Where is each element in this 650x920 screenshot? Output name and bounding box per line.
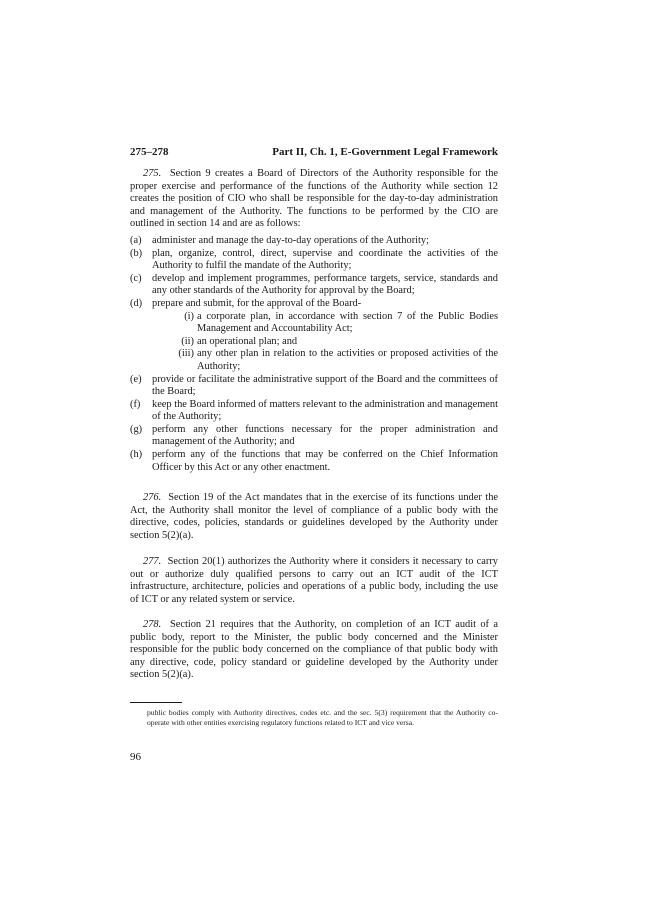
list-marker: (h) [130, 449, 143, 461]
list-marker: (d) [130, 297, 143, 309]
sub-list-item [130, 311, 498, 336]
sub-list-item-text: a corporate plan, in accordance with section 7 of the Public Bodies Management and Accountability Act; [197, 310, 498, 335]
paragraph-277 [130, 556, 498, 606]
list-item [130, 248, 498, 273]
list-marker: (f) [130, 398, 141, 410]
paragraph-number: 277. [143, 556, 162, 567]
footnote-divider [130, 702, 182, 703]
list-item-text: provide or facilitate the administrative support of the Board and the committees of the Board; [152, 373, 498, 398]
paragraph-body [130, 556, 498, 606]
header-section-title: Part II, Ch. 1, E-Government Legal Framework [272, 146, 498, 158]
sub-list-marker: (i) [184, 310, 194, 322]
paragraph-text: Section 19 of the Act mandates that in the exercise of its functions under the Act, the Authority shall monitor the level of compliance of a public body with the directive, codes, policies, standards or guidelines developed by the Authority under section 5(2)(a). [130, 492, 498, 541]
header-paragraph-range: 275–278 [130, 146, 169, 158]
paragraph-text: Section 21 requires that the Authority, on completion of an ICT audit of a public body, report to the Minister, the public body concerned and the Minister responsible for the public body concerned on the compliance of that public body with any directive, code, policy standard or guideline developed by the Authority under section 5(2)(a). [130, 619, 499, 681]
paragraph-body [130, 492, 498, 542]
list-item [130, 298, 498, 311]
paragraph-body [130, 168, 498, 231]
paragraph-276 [130, 492, 498, 542]
list-marker: (b) [130, 247, 143, 259]
page-number: 96 [130, 751, 141, 763]
list-item-text: administer and manage the day-to-day operations of the Authority; [152, 234, 430, 246]
paragraph-278 [130, 619, 498, 682]
list-item [130, 424, 498, 449]
list-item-text: develop and implement programmes, performance targets, service, standards and any other standards of the Authority for approval by the Board; [152, 272, 498, 297]
list-item [130, 449, 498, 474]
list-item-text: plan, organize, control, direct, supervise and coordinate the activities of the Authority to fulfil the mandate of the Authority; [152, 247, 498, 272]
paragraph-body [130, 619, 498, 682]
list-marker: (g) [130, 423, 143, 435]
paragraph-number: 275. [143, 168, 162, 179]
list-item [130, 235, 498, 248]
cio-functions-list [130, 235, 498, 474]
paragraph-text: Section 20(1) authorizes the Authority where it considers it necessary to carry out or authorize duly qualified persons to carry out an ICT audit of the ICT infrastructure, architecture, policies and operations of a public body, including the use of ICT or any related system or service. [130, 556, 498, 605]
sub-list-marker: (ii) [181, 335, 194, 347]
paragraph-text: Section 9 creates a Board of Directors of the Authority responsible for the proper exercise and performance of the functions of the Authority while section 12 creates the position of CIO who shall be responsible for the day-to-day administration and management of the Authority. The functions to be performed by the CIO are outlined in section 14 and are as follows: [130, 168, 498, 230]
sub-list-marker: (iii) [178, 348, 194, 360]
sub-list-item [130, 348, 498, 373]
running-header [130, 145, 498, 159]
list-item-text: perform any other functions necessary for the proper administration and management of the Authority; and [152, 423, 498, 448]
sub-list-item [130, 336, 498, 349]
list-item-text: keep the Board informed of matters relevant to the administration and management of the Authority; [152, 398, 498, 423]
paragraph-number: 278. [143, 619, 162, 630]
list-marker: (a) [130, 234, 142, 246]
paragraph-275 [130, 168, 498, 474]
sub-list-item-text: any other plan in relation to the activities or proposed activities of the Authority; [197, 348, 498, 372]
list-marker: (e) [130, 373, 142, 385]
sub-list-item-text: an operational plan; and [197, 335, 298, 347]
list-item-text: prepare and submit, for the approval of the Board- [152, 297, 362, 309]
list-marker: (c) [130, 272, 142, 284]
paragraph-number: 276. [143, 492, 162, 503]
list-item [130, 273, 498, 298]
footnote: public bodies comply with Authority directives, codes etc. and the sec. 5(3) requirement that the Authority co-operate with other entities exercising regulatory functions related to ICT and vice versa. [147, 708, 498, 727]
list-item [130, 399, 498, 424]
list-item-text: perform any of the functions that may be conferred on the Chief Information Officer by this Act or any other enactment. [152, 449, 498, 473]
list-item [130, 374, 498, 399]
